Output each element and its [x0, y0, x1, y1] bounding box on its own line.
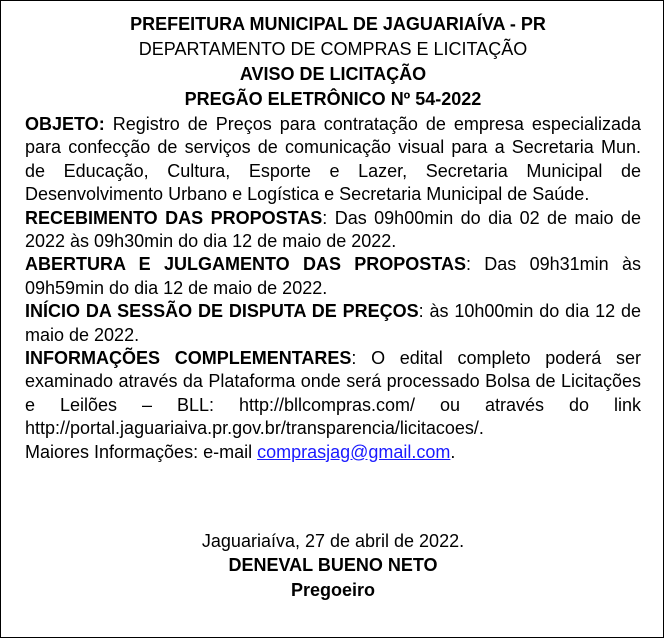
maiores-text: Maiores Informações: e-mail — [25, 441, 258, 462]
maiores-paragraph — [25, 441, 641, 464]
email-link[interactable]: comprasjag@gmail.com — [257, 441, 451, 462]
email-period: . — [450, 441, 456, 462]
abertura-text: : Das 09h31min às 09h59min do dia 12 de maio de 2022. — [25, 254, 641, 298]
inicio-text: : às 10h00min do dia 12 de maio de 2022. — [25, 301, 641, 345]
info-text: : O edital completo poderá ser examinado através da Plataforma onde será processado Bolsa de Licitações e Leilões – BLL: http://bllcompras.com/ ou através do link http://portal.jaguariaiva.pr.gov.br/transparencia/licitacoes/. — [25, 348, 641, 439]
signer-name: DENEVAL BUENO NETO — [228, 555, 438, 575]
abertura-paragraph — [25, 253, 641, 300]
inicio-label: INÍCIO DA SESSÃO DE DISPUTA DE PREÇOS — [25, 301, 419, 322]
objeto-paragraph — [25, 113, 641, 207]
header-line-prefeitura: PREFEITURA MUNICIPAL DE JAGUARIAÍVA - PR — [130, 14, 546, 34]
recebimento-text: : Das 09h00min do dia 02 de maio de 2022 às 09h30min do dia 12 de maio de 2022. — [25, 207, 642, 252]
recebimento-label: RECEBIMENTO DAS PROPOSTAS — [25, 207, 323, 228]
recebimento-paragraph — [25, 207, 641, 254]
objeto-text: Registro de Preços para contratação de empresa especializada para confecção de serviços de comunicação visual para a Secretaria Mun. de Educação, Cultura, Esporte e Lazer, Secretaria Municipal de Desenvolvimento Urbano e Logística e Secretaria Municipal de Saúde. — [25, 114, 641, 205]
info-label: INFORMAÇÕES COMPLEMENTARES — [25, 348, 352, 369]
notice-body — [25, 113, 641, 464]
inicio-paragraph — [25, 300, 641, 347]
header-line-pregao: PREGÃO ELETRÔNICO Nº 54-2022 — [184, 89, 482, 109]
header-line-departamento: DEPARTAMENTO DE COMPRAS E LICITAÇÃO — [138, 39, 528, 59]
signer-role: Pregoeiro — [290, 580, 376, 600]
objeto-label: OBJETO: — [25, 114, 105, 134]
header-line-aviso: AVISO DE LICITAÇÃO — [239, 64, 427, 84]
notice-date: Jaguariaíva, 27 de abril de 2022. — [201, 531, 465, 551]
abertura-label: ABERTURA E JULGAMENTO DAS PROPOSTAS — [25, 254, 466, 275]
info-paragraph — [25, 347, 641, 441]
